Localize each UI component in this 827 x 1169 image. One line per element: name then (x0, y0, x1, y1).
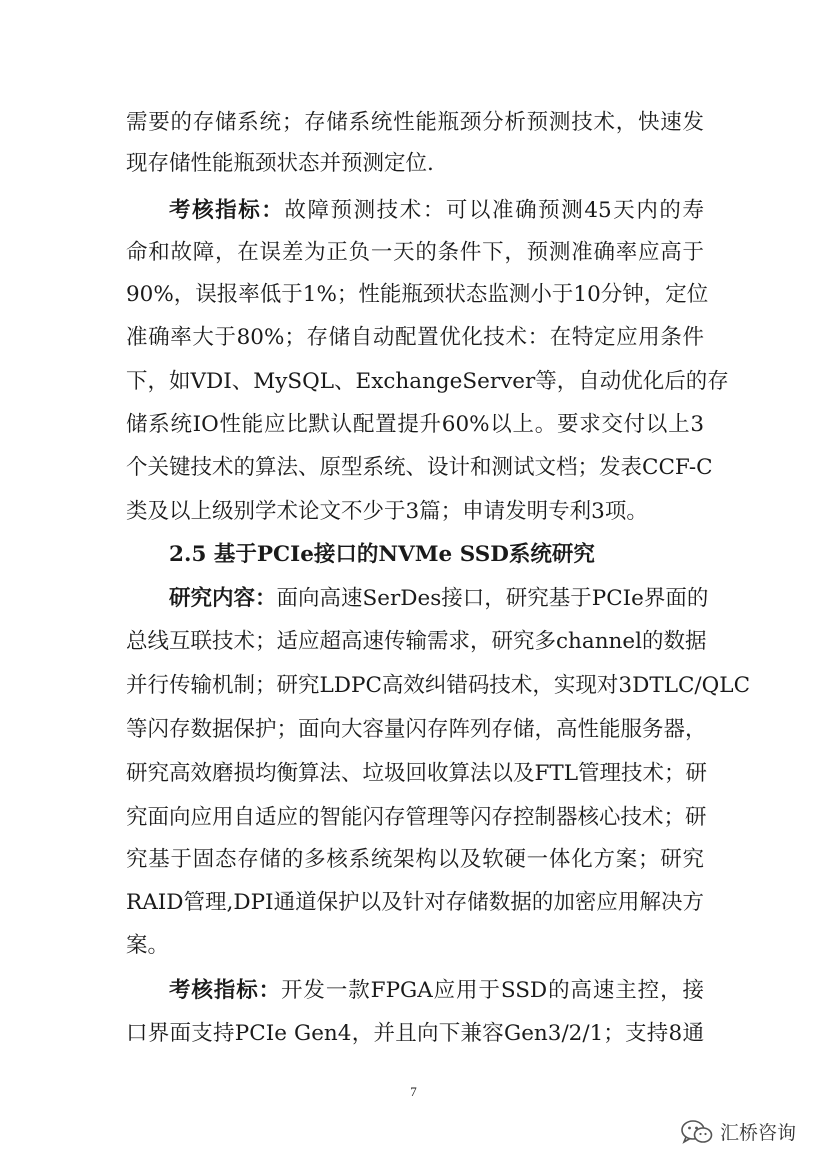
paragraph-line: 案。 (126, 933, 170, 958)
paragraph-line (169, 196, 704, 226)
paragraph-line: 需要的存储系统；存储系统性能瓶颈分析预测技术，快速发 (126, 110, 704, 135)
paragraph-line: 研究高效磨损均衡算法、垃圾回收算法以及FTL管理技术；研 (126, 761, 708, 786)
paragraph-line: 究基于固态存储的多核系统架构以及软硬一体化方案；研究 (126, 847, 704, 872)
line-text: 故障预测技术：可以准确预测45天内的寿 (284, 198, 704, 223)
line-text: 面向高速SerDes接口，研究基于PCIe界面的 (276, 586, 709, 611)
paragraph-line: 并行传输机制；研究LDPC高效纠错码技术，实现对3DTLC/QLC (126, 673, 751, 698)
page-number: 7 (410, 1084, 417, 1099)
paragraph-line: 究面向应用自适应的智能闪存管理等闪存控制器核心技术；研 (126, 805, 707, 830)
paragraph-line: RAID管理,DPI通道保护以及针对存储数据的加密应用解决方 (126, 890, 704, 915)
paragraph-line: 口界面支持PCIe Gen4，并且向下兼容Gen3/2/1；支持8通 (126, 1021, 704, 1046)
paragraph-line (169, 584, 709, 614)
paragraph-line: 90%，误报率低于1%；性能瓶颈状态监测小于10分钟，定位 (126, 282, 709, 307)
paragraph-line: 准确率大于80%；存储自动配置优化技术：在特定应用条件 (126, 325, 704, 350)
paragraph-line: 命和故障，在误差为正负一天的条件下，预测准确率应高于 (126, 240, 704, 265)
section-heading: 2.5 基于PCIe接口的NVMe SSD系统研究 (169, 542, 595, 567)
paragraph-line: 储系统IO性能应比默认配置提升60%以上。要求交付以上3 (126, 412, 704, 437)
paragraph-line: 等闪存数据保护；面向大容量闪存阵列存储，高性能服务器， (126, 717, 707, 742)
paragraph-line: 现存储性能瓶颈状态并预测定位. (126, 151, 434, 176)
paragraph-line: 类及以上级别学术论文不少于3篇；申请发明专利3项。 (126, 499, 648, 524)
watermark (680, 1118, 796, 1145)
line-text: 开发一款FPGA应用于SSD的高速主控，接 (281, 978, 704, 1003)
research-content-label: 研究内容： (169, 586, 277, 611)
paragraph-line: 下，如VDI、MySQL、ExchangeServer等，自动优化后的存 (126, 369, 729, 394)
watermark-text: 汇桥咨询 (720, 1122, 797, 1144)
assessment-label: 考核指标： (169, 978, 282, 1003)
wechat-icon (680, 1119, 714, 1145)
paragraph-line: 总线互联技术；适应超高速传输需求，研究多channel的数据 (126, 629, 707, 654)
paragraph-line: 个关键技术的算法、原型系统、设计和测试文档；发表CCF-C (126, 455, 713, 480)
assessment-label: 考核指标： (169, 198, 285, 223)
paragraph-line (169, 976, 704, 1006)
